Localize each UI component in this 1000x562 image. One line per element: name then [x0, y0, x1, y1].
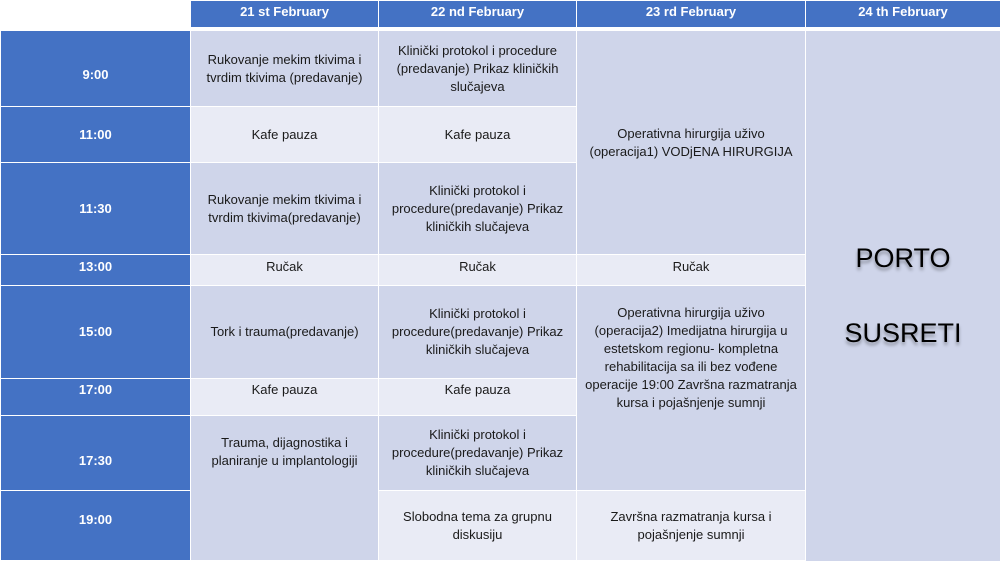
time-slot: 9:00: [1, 31, 191, 107]
break-cell: Kafe pauza: [379, 379, 577, 416]
time-slot: 17:00: [1, 379, 191, 416]
session-cell: Klinički protokol i procedure(predavanje) Prikaz kliničkih slučajeva: [379, 286, 577, 379]
break-cell: Kafe pauza: [379, 107, 577, 163]
session-cell: Slobodna tema za grupnu diskusiju: [379, 491, 577, 561]
break-cell: Kafe pauza: [191, 107, 379, 163]
time-slot: 15:00: [1, 286, 191, 379]
time-slot: 17:30: [1, 416, 191, 491]
day-header-3: 23 rd February: [577, 1, 806, 28]
lunch-cell: Ručak: [577, 255, 806, 286]
header-corner: [1, 1, 191, 28]
session-cell: Završna razmatranja kursa i pojašnjenje sumnji: [577, 491, 806, 561]
day-header-4: 24 th February: [806, 1, 1000, 28]
session-cell: Rukovanje mekim tkivima i tvrdim tkivima(predavanje): [191, 163, 379, 255]
lunch-cell: Ručak: [191, 255, 379, 286]
session-cell-live-surgery-1: Operativna hirurgija uživo (operacija1) VODjENA HIRURGIJA: [577, 31, 806, 255]
break-cell: Kafe pauza: [191, 379, 379, 416]
day-header-1: 21 st February: [191, 1, 379, 28]
session-cell: Rukovanje mekim tkivima i tvrdim tkivima (predavanje): [191, 31, 379, 107]
session-cell: Klinički protokol i procedure(predavanje) Prikaz kliničkih slučajeva: [379, 163, 577, 255]
time-slot: 19:00: [1, 491, 191, 561]
susreti-title: SUSRETI: [844, 318, 962, 349]
time-slot: 11:00: [1, 107, 191, 163]
header-row: [1, 1, 1000, 28]
day-header-2: 22 nd February: [379, 1, 577, 28]
session-cell: Klinički protokol i procedure (predavanje) Prikaz kliničkih slučajeva: [379, 31, 577, 107]
time-slot: 11:30: [1, 163, 191, 255]
table-row: [1, 31, 1000, 107]
session-cell: Tork i trauma(predavanje): [191, 286, 379, 379]
session-cell: Trauma, dijagnostika i planiranje u implantologiji: [191, 416, 379, 561]
porto-title: PORTO: [855, 243, 951, 274]
time-slot: 13:00: [1, 255, 191, 286]
session-cell: Klinički protokol i procedure(predavanje) Prikaz kliničkih slučajeva: [379, 416, 577, 491]
lunch-cell: Ručak: [379, 255, 577, 286]
session-cell-live-surgery-2: Operativna hirurgija uživo (operacija2) Imedijatna hirurgija u estetskom regionu- kompletna rehabilitacija sa ili bez vođene operacije 19:00 Završna razmatranja kursa i pojašnjenje sumnji: [577, 286, 806, 491]
porto-susreti-cell: [806, 31, 1000, 562]
